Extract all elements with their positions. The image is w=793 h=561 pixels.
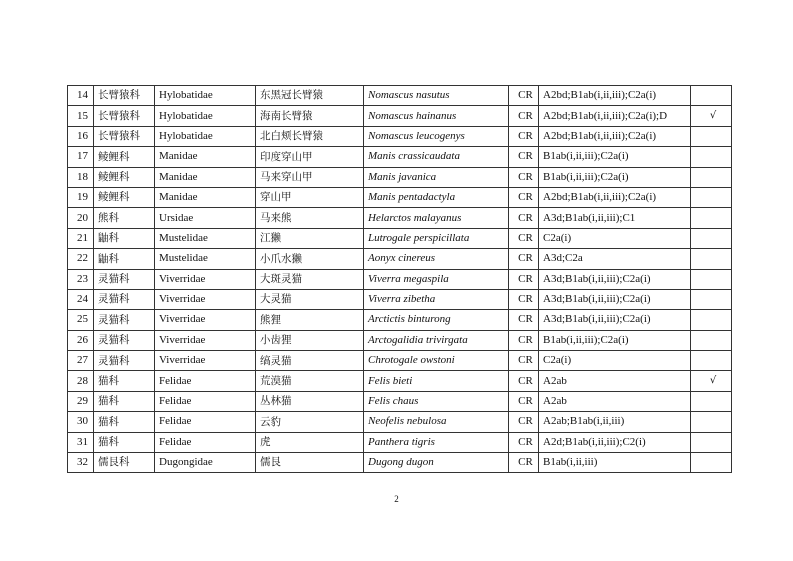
family-chinese-name: 猫科 — [94, 391, 155, 411]
table-row — [68, 453, 732, 473]
species-chinese-name: 丛林猫 — [256, 391, 364, 411]
species-scientific-name: Manis pentadactyla — [364, 187, 509, 207]
check-mark — [691, 330, 732, 350]
family-chinese-name: 鲮鲤科 — [94, 147, 155, 167]
row-number: 21 — [68, 228, 94, 248]
assessment-criteria: B1ab(i,ii,iii);C2a(i) — [539, 147, 691, 167]
row-number: 27 — [68, 351, 94, 371]
table-row — [68, 208, 732, 228]
iucn-category: CR — [509, 86, 539, 106]
row-number: 16 — [68, 126, 94, 146]
check-mark — [691, 351, 732, 371]
assessment-criteria: A2bd;B1ab(i,ii,iii);C2a(i) — [539, 126, 691, 146]
row-number: 20 — [68, 208, 94, 228]
iucn-category: CR — [509, 126, 539, 146]
row-number: 23 — [68, 269, 94, 289]
table-row — [68, 269, 732, 289]
check-mark — [691, 126, 732, 146]
family-chinese-name: 猫科 — [94, 412, 155, 432]
species-scientific-name: Helarctos malayanus — [364, 208, 509, 228]
table-row — [68, 249, 732, 269]
table-row — [68, 86, 732, 106]
assessment-criteria: A2bd;B1ab(i,ii,iii);C2a(i) — [539, 187, 691, 207]
check-mark — [691, 453, 732, 473]
table-row — [68, 289, 732, 309]
table-row — [68, 371, 732, 391]
species-scientific-name: Neofelis nebulosa — [364, 412, 509, 432]
family-chinese-name: 鲮鲤科 — [94, 187, 155, 207]
family-latin-name: Viverridae — [155, 310, 256, 330]
table-row — [68, 147, 732, 167]
table-row — [68, 432, 732, 452]
species-chinese-name: 熊狸 — [256, 310, 364, 330]
check-mark — [691, 412, 732, 432]
family-latin-name: Hylobatidae — [155, 126, 256, 146]
family-chinese-name: 儒艮科 — [94, 453, 155, 473]
species-table — [67, 85, 732, 473]
iucn-category: CR — [509, 310, 539, 330]
row-number: 22 — [68, 249, 94, 269]
species-chinese-name: 海南长臂猿 — [256, 106, 364, 126]
row-number: 17 — [68, 147, 94, 167]
species-scientific-name: Viverra megaspila — [364, 269, 509, 289]
family-chinese-name: 长臂猿科 — [94, 86, 155, 106]
table-row — [68, 330, 732, 350]
row-number: 28 — [68, 371, 94, 391]
table-row — [68, 412, 732, 432]
iucn-category: CR — [509, 391, 539, 411]
assessment-criteria: A2d;B1ab(i,ii,iii);C2(i) — [539, 432, 691, 452]
species-scientific-name: Lutrogale perspicillata — [364, 228, 509, 248]
species-scientific-name: Viverra zibetha — [364, 289, 509, 309]
assessment-criteria: A2bd;B1ab(i,ii,iii);C2a(i) — [539, 86, 691, 106]
species-chinese-name: 小齿狸 — [256, 330, 364, 350]
assessment-criteria: C2a(i) — [539, 228, 691, 248]
species-scientific-name: Arctogalidia trivirgata — [364, 330, 509, 350]
assessment-criteria: A2bd;B1ab(i,ii,iii);C2a(i);D — [539, 106, 691, 126]
check-mark — [691, 228, 732, 248]
row-number: 19 — [68, 187, 94, 207]
row-number: 14 — [68, 86, 94, 106]
species-scientific-name: Felis bieti — [364, 371, 509, 391]
family-latin-name: Hylobatidae — [155, 86, 256, 106]
species-chinese-name: 儒艮 — [256, 453, 364, 473]
check-mark — [691, 269, 732, 289]
species-scientific-name: Arctictis binturong — [364, 310, 509, 330]
family-latin-name: Mustelidae — [155, 249, 256, 269]
table-row — [68, 310, 732, 330]
species-chinese-name: 大灵猫 — [256, 289, 364, 309]
row-number: 31 — [68, 432, 94, 452]
species-chinese-name: 缟灵猫 — [256, 351, 364, 371]
family-chinese-name: 猫科 — [94, 432, 155, 452]
family-chinese-name: 灵猫科 — [94, 351, 155, 371]
iucn-category: CR — [509, 187, 539, 207]
assessment-criteria: A3d;B1ab(i,ii,iii);C2a(i) — [539, 269, 691, 289]
table-row — [68, 167, 732, 187]
iucn-category: CR — [509, 208, 539, 228]
species-chinese-name: 马来熊 — [256, 208, 364, 228]
family-latin-name: Felidae — [155, 371, 256, 391]
family-latin-name: Felidae — [155, 432, 256, 452]
iucn-category: CR — [509, 453, 539, 473]
family-latin-name: Dugongidae — [155, 453, 256, 473]
assessment-criteria: A2ab — [539, 391, 691, 411]
table-row — [68, 351, 732, 371]
family-latin-name: Manidae — [155, 167, 256, 187]
page-number: 2 — [394, 494, 399, 504]
assessment-criteria: B1ab(i,ii,iii);C2a(i) — [539, 167, 691, 187]
family-latin-name: Viverridae — [155, 269, 256, 289]
species-scientific-name: Nomascus hainanus — [364, 106, 509, 126]
iucn-category: CR — [509, 269, 539, 289]
family-chinese-name: 鲮鲤科 — [94, 167, 155, 187]
species-chinese-name: 穿山甲 — [256, 187, 364, 207]
check-mark — [691, 167, 732, 187]
assessment-criteria: C2a(i) — [539, 351, 691, 371]
assessment-criteria: A3d;B1ab(i,ii,iii);C2a(i) — [539, 289, 691, 309]
family-chinese-name: 鼬科 — [94, 228, 155, 248]
species-chinese-name: 东黑冠长臂猿 — [256, 86, 364, 106]
iucn-category: CR — [509, 330, 539, 350]
species-chinese-name: 虎 — [256, 432, 364, 452]
family-chinese-name: 长臂猿科 — [94, 126, 155, 146]
family-chinese-name: 灵猫科 — [94, 310, 155, 330]
family-latin-name: Hylobatidae — [155, 106, 256, 126]
species-scientific-name: Dugong dugon — [364, 453, 509, 473]
species-scientific-name: Manis javanica — [364, 167, 509, 187]
species-table-body — [68, 86, 732, 473]
iucn-category: CR — [509, 289, 539, 309]
family-chinese-name: 长臂猿科 — [94, 106, 155, 126]
species-chinese-name: 马来穿山甲 — [256, 167, 364, 187]
iucn-category: CR — [509, 371, 539, 391]
family-latin-name: Viverridae — [155, 330, 256, 350]
species-scientific-name: Nomascus leucogenys — [364, 126, 509, 146]
species-scientific-name: Panthera tigris — [364, 432, 509, 452]
family-latin-name: Ursidae — [155, 208, 256, 228]
iucn-category: CR — [509, 249, 539, 269]
check-mark — [691, 147, 732, 167]
check-mark — [691, 86, 732, 106]
species-scientific-name: Felis chaus — [364, 391, 509, 411]
family-latin-name: Felidae — [155, 412, 256, 432]
species-chinese-name: 大斑灵猫 — [256, 269, 364, 289]
row-number: 26 — [68, 330, 94, 350]
iucn-category: CR — [509, 147, 539, 167]
assessment-criteria: B1ab(i,ii,iii);C2a(i) — [539, 330, 691, 350]
check-mark — [691, 187, 732, 207]
row-number: 24 — [68, 289, 94, 309]
species-chinese-name: 小爪水獭 — [256, 249, 364, 269]
table-row — [68, 126, 732, 146]
species-scientific-name: Aonyx cinereus — [364, 249, 509, 269]
check-mark — [691, 289, 732, 309]
check-mark — [691, 249, 732, 269]
species-chinese-name: 云豹 — [256, 412, 364, 432]
iucn-category: CR — [509, 106, 539, 126]
iucn-category: CR — [509, 351, 539, 371]
species-scientific-name: Nomascus nasutus — [364, 86, 509, 106]
family-chinese-name: 灵猫科 — [94, 289, 155, 309]
assessment-criteria: A3d;B1ab(i,ii,iii);C2a(i) — [539, 310, 691, 330]
check-mark — [691, 208, 732, 228]
check-mark: √ — [691, 106, 732, 126]
family-latin-name: Manidae — [155, 187, 256, 207]
assessment-criteria: A3d;B1ab(i,ii,iii);C1 — [539, 208, 691, 228]
family-latin-name: Felidae — [155, 391, 256, 411]
check-mark — [691, 310, 732, 330]
row-number: 30 — [68, 412, 94, 432]
family-latin-name: Manidae — [155, 147, 256, 167]
species-scientific-name: Chrotogale owstoni — [364, 351, 509, 371]
iucn-category: CR — [509, 228, 539, 248]
assessment-criteria: A3d;C2a — [539, 249, 691, 269]
family-chinese-name: 灵猫科 — [94, 330, 155, 350]
iucn-category: CR — [509, 412, 539, 432]
row-number: 29 — [68, 391, 94, 411]
family-chinese-name: 熊科 — [94, 208, 155, 228]
row-number: 15 — [68, 106, 94, 126]
family-latin-name: Viverridae — [155, 289, 256, 309]
family-chinese-name: 猫科 — [94, 371, 155, 391]
table-row — [68, 187, 732, 207]
table-row — [68, 228, 732, 248]
check-mark: √ — [691, 371, 732, 391]
family-chinese-name: 灵猫科 — [94, 269, 155, 289]
assessment-criteria: A2ab — [539, 371, 691, 391]
iucn-category: CR — [509, 167, 539, 187]
species-chinese-name: 江獭 — [256, 228, 364, 248]
family-latin-name: Mustelidae — [155, 228, 256, 248]
check-mark — [691, 432, 732, 452]
iucn-category: CR — [509, 432, 539, 452]
species-chinese-name: 荒漠猫 — [256, 371, 364, 391]
table-row — [68, 106, 732, 126]
assessment-criteria: B1ab(i,ii,iii) — [539, 453, 691, 473]
family-chinese-name: 鼬科 — [94, 249, 155, 269]
assessment-criteria: A2ab;B1ab(i,ii,iii) — [539, 412, 691, 432]
species-chinese-name: 北白颊长臂猿 — [256, 126, 364, 146]
row-number: 32 — [68, 453, 94, 473]
row-number: 25 — [68, 310, 94, 330]
check-mark — [691, 391, 732, 411]
row-number: 18 — [68, 167, 94, 187]
family-latin-name: Viverridae — [155, 351, 256, 371]
species-chinese-name: 印度穿山甲 — [256, 147, 364, 167]
species-scientific-name: Manis crassicaudata — [364, 147, 509, 167]
table-row — [68, 391, 732, 411]
